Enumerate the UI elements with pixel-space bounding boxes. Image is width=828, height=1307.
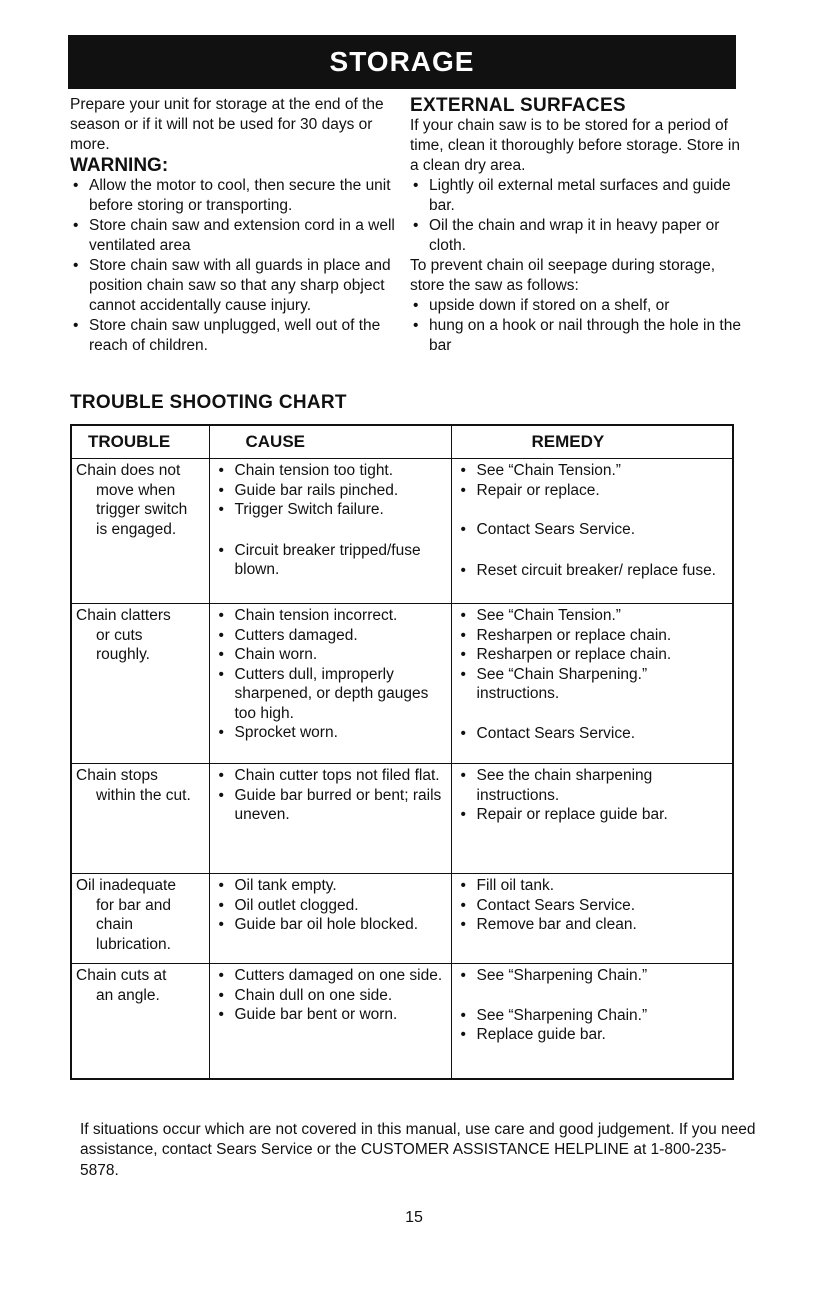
- trouble-line: or cuts: [96, 626, 143, 644]
- trouble-cell: [72, 459, 209, 604]
- header-cause: CAUSE: [209, 426, 451, 459]
- table-row: [72, 874, 732, 964]
- warning-heading: WARNING:: [70, 155, 169, 176]
- external-list: [410, 176, 750, 256]
- cause-cell: [209, 604, 451, 764]
- remedy-item: • See “Sharpening Chain.”: [458, 966, 727, 986]
- trouble-line: trigger switch: [96, 501, 188, 518]
- remedy-cell: [451, 764, 732, 874]
- cause-item: • Oil tank empty.: [216, 876, 445, 896]
- remedy-item: • Contact Sears Service.: [458, 724, 727, 744]
- remedy-item: • See “Chain Tension.”: [458, 606, 727, 626]
- remedy-item: • Contact Sears Service.: [458, 896, 727, 916]
- cause-item: • Sprocket worn.: [216, 723, 445, 743]
- trouble-line: Chain cuts at: [76, 967, 167, 984]
- remedy-item: • Repair or replace.: [458, 481, 727, 501]
- external-item: • Lightly oil external metal surfaces and guide bar.: [410, 176, 750, 216]
- remedy-cell: [451, 459, 732, 604]
- warning-list: [70, 176, 400, 356]
- cause-item: • Guide bar bent or worn.: [216, 1005, 445, 1025]
- seepage-list: [410, 296, 750, 356]
- cause-item: • Chain tension incorrect.: [216, 606, 445, 626]
- warning-item: • Store chain saw with all guards in place and position chain saw so that any sharp object cannot accidentally cause injury.: [70, 256, 400, 316]
- trouble-line: is engaged.: [96, 520, 177, 538]
- remedy-item: • Resharpen or replace chain.: [458, 626, 727, 646]
- trouble-line: for bar and: [96, 896, 171, 914]
- storage-intro: Prepare your unit for storage at the end of the season or if it will not be used for 30 days or more.: [70, 96, 384, 153]
- page-number: 15: [405, 1209, 423, 1226]
- storage-column: [70, 95, 400, 356]
- remedy-item: • See “Chain Sharpening.” instructions.: [458, 665, 727, 704]
- remedy-item: • Resharpen or replace chain.: [458, 645, 727, 665]
- footer-note: If situations occur which are not covered in this manual, use care and good judgement. If you need assistance, contact Sears Service or the CUSTOMER ASSISTANCE HELPLINE at 1-800-235-5878.: [80, 1120, 756, 1179]
- trouble-cell: [72, 874, 209, 964]
- remedy-cell: [451, 964, 732, 1079]
- banner-title: STORAGE: [329, 46, 475, 77]
- table-row: [72, 764, 732, 874]
- cause-item: • Chain cutter tops not filed flat.: [216, 766, 445, 786]
- trouble-line: Chain clatters: [76, 607, 171, 624]
- remedy-item: • Reset circuit breaker/ replace fuse.: [458, 561, 727, 581]
- trouble-line: chain: [96, 916, 134, 933]
- warning-item: • Store chain saw unplugged, well out of the reach of children.: [70, 316, 400, 356]
- header-remedy: REMEDY: [451, 426, 732, 459]
- trouble-line: roughly.: [96, 646, 150, 663]
- trouble-line: Chain does not: [76, 462, 181, 479]
- storage-banner: [68, 35, 736, 89]
- trouble-line: within the cut.: [96, 786, 191, 804]
- external-surfaces-column: [410, 95, 750, 356]
- table-row: [72, 964, 732, 1079]
- trouble-line: Chain stops: [76, 767, 158, 784]
- warning-item: • Allow the motor to cool, then secure the unit before storing or transporting.: [70, 176, 400, 216]
- remedy-item: • See “Chain Tension.”: [458, 461, 727, 481]
- cause-item: • Trigger Switch failure.: [216, 500, 445, 520]
- remedy-cell: [451, 604, 732, 764]
- cause-cell: [209, 764, 451, 874]
- cause-item: • Circuit breaker tripped/fuse blown.: [216, 541, 445, 580]
- cause-item: • Cutters damaged.: [216, 626, 445, 646]
- cause-cell: [209, 964, 451, 1079]
- seepage-text: To prevent chain oil seepage during storage, store the saw as follows:: [410, 257, 716, 294]
- cause-item: • Guide bar rails pinched.: [216, 481, 445, 501]
- trouble-line: Oil inadequate: [76, 877, 176, 894]
- seepage-item: • hung on a hook or nail through the hole in the bar: [410, 316, 750, 356]
- trouble-cell: [72, 764, 209, 874]
- remedy-item: • Contact Sears Service.: [458, 520, 727, 540]
- remedy-item: • Repair or replace guide bar.: [458, 805, 727, 825]
- cause-item: • Oil outlet clogged.: [216, 896, 445, 916]
- remedy-item: • See the chain sharpening instructions.: [458, 766, 727, 805]
- external-heading: EXTERNAL SURFACES: [410, 95, 626, 116]
- trouble-line: an angle.: [96, 986, 160, 1004]
- trouble-table: [72, 426, 732, 1078]
- cause-cell: [209, 874, 451, 964]
- warning-item: • Store chain saw and extension cord in a well ventilated area: [70, 216, 400, 256]
- remedy-item: • See “Sharpening Chain.”: [458, 1006, 727, 1026]
- header-trouble: TROUBLE: [72, 426, 209, 459]
- cause-item: • Chain tension too tight.: [216, 461, 445, 481]
- seepage-item: • upside down if stored on a shelf, or: [410, 296, 750, 316]
- trouble-chart-title: TROUBLE SHOOTING CHART: [70, 392, 347, 413]
- cause-item: • Chain dull on one side.: [216, 986, 445, 1006]
- cause-item: • Chain worn.: [216, 645, 445, 665]
- cause-item: • Cutters dull, improperly sharpened, or depth gauges too high.: [216, 665, 445, 724]
- table-row: [72, 459, 732, 604]
- remedy-item: • Replace guide bar.: [458, 1025, 727, 1045]
- trouble-cell: [72, 964, 209, 1079]
- cause-item: • Guide bar oil hole blocked.: [216, 915, 445, 935]
- trouble-line: move when: [96, 481, 176, 499]
- cause-item: • Guide bar burred or bent; rails uneven.: [216, 786, 445, 825]
- trouble-line: lubrication.: [96, 935, 171, 953]
- table-header-row: [72, 426, 732, 459]
- external-item: • Oil the chain and wrap it in heavy paper or cloth.: [410, 216, 750, 256]
- remedy-item: • Remove bar and clean.: [458, 915, 727, 935]
- cause-item: • Cutters damaged on one side.: [216, 966, 445, 986]
- table-row: [72, 604, 732, 764]
- external-intro: If your chain saw is to be stored for a period of time, clean it thoroughly before storage. Store in a clean dry area.: [410, 117, 740, 174]
- remedy-cell: [451, 874, 732, 964]
- trouble-shooting-chart: [70, 424, 734, 1080]
- trouble-cell: [72, 604, 209, 764]
- remedy-item: • Fill oil tank.: [458, 876, 727, 896]
- cause-cell: [209, 459, 451, 604]
